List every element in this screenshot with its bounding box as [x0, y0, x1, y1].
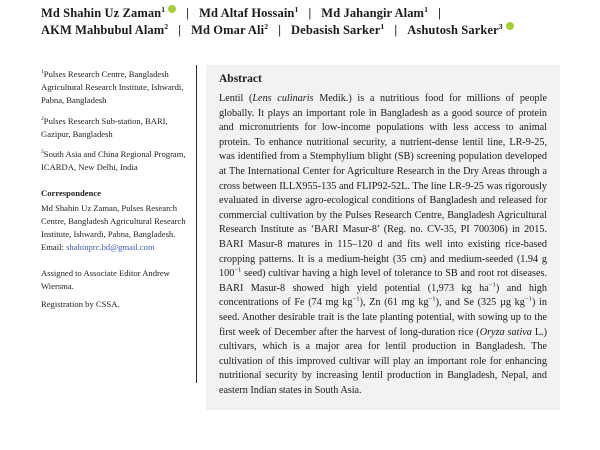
correspondence-address: Md Shahin Uz Zaman, Pulses Research Centre, Bangladesh Agricultural Research Institute, Ishwardi, Pabna, Bangladesh.	[41, 203, 186, 239]
abstract-text	[219, 92, 547, 398]
email-label: Email:	[41, 241, 64, 252]
correspondence-text	[41, 202, 191, 254]
author-unit	[41, 22, 191, 39]
abstract-text-run: ), and Se (325 µg kg	[435, 297, 525, 309]
orcid-icon[interactable]	[506, 22, 514, 30]
author-unit	[41, 5, 199, 22]
abstract-text-run: seed) cultivar having a high level of tolerance to SB and root rot diseases. BARI Masur-8 showed high yield potential (1,973 kg ha	[219, 268, 547, 294]
author-separator: |	[308, 6, 312, 20]
correspondence-heading: Correspondence	[41, 188, 101, 199]
abstract-italic-term: Lens culinaris	[252, 93, 314, 104]
author-affiliation-superscript: 2	[164, 21, 169, 31]
abstract-text-run: Medik.) is a nutritious food for millions of people globally. It plays an important role in Bangladesh as a good source of protein and micronutrients for low-income populations with less access to animal protein. To enhance nutritional security, a nutrient-dense lentil line, LR-9-25, was identified from a Stemphylium blight (SB) screening population developed at The International Center for Agriculture Research in the Dry Areas through a cross between ILLX955-135 and FLIP92-52L. The line LR-9-25 was rigorously evaluated in diverse agro-ecological conditions of Bangladesh and released for commercial cultivation by the Pulses Research Centre, Bangladesh Agricultural Research Institute as ‘BARI Masur-8’ (Reg. no. CV-35, PI 700306) in 2015. BARI Masur-8 matures in 115–120 d and fits well into existing rice-based cropping patterns. It is a medium-height (35 cm) and medium-seeded (1.94 g 100	[219, 93, 547, 280]
author-unit	[321, 5, 451, 22]
author-affiliation-superscript: 3	[498, 21, 503, 31]
abstract-superscript: −1	[234, 266, 242, 274]
editorial-notes	[41, 267, 191, 312]
abstract-text-run: ) in seed. Another desirable trait is the late planting potential, with sowing up to the first week of December after the harvest of long-duration rice (	[219, 297, 547, 338]
affiliation-superscript: 3	[41, 149, 44, 156]
editorial-note: Registration by CSSA.	[41, 299, 120, 310]
author-name: Ashutosh Sarker	[407, 23, 499, 37]
abstract-text-run: Lentil (	[219, 93, 253, 104]
author-name: Md Shahin Uz Zaman	[41, 6, 162, 20]
author-list	[41, 5, 560, 39]
author-name: Md Jahangir Alam	[321, 6, 425, 20]
affiliation: $^2$Pulses Research Sub-station, BARI, Gazipur, Bangladesh	[41, 115, 168, 139]
abstract-text-run: ), Zn (61 mg kg	[359, 297, 429, 309]
author-affiliation-superscript: 1	[294, 4, 299, 14]
author-affiliation-superscript: 1	[424, 4, 429, 14]
abstract-superscript: −1	[524, 295, 532, 303]
author-unit	[291, 22, 407, 39]
author-separator: |	[186, 6, 190, 20]
author-name: AKM Mahbubul Alam	[41, 23, 165, 37]
abstract-superscript: −1	[488, 281, 496, 289]
correspondence-block	[41, 187, 191, 253]
author-separator: |	[178, 23, 182, 37]
author-unit	[191, 22, 291, 39]
abstract-superscript: −1	[428, 295, 436, 303]
abstract-superscript: −1	[352, 295, 360, 303]
affiliation-superscript: 1	[41, 69, 44, 76]
abstract-text-run: L.) cultivars, which is a major area for lentil production in Bangladesh. The cultivation of this improved cultivar will play an important role for enhancing nutritional security by increasing lentil production in Bangladesh, Nepal, and eastern Indian states in South Asia.	[219, 326, 547, 396]
abstract-text-run: ) and high concentrations of Fe (74 mg kg	[219, 282, 547, 309]
affiliation-superscript: 2	[41, 115, 44, 122]
content-columns	[41, 65, 560, 410]
editorial-note: Assigned to Associate Editor Andrew Wiersma.	[41, 267, 170, 291]
author-separator: |	[394, 23, 398, 37]
affiliation: $^1$Pulses Research Centre, Bangladesh Agricultural Research Institute, Ishwardi, Pabna, Bangladesh	[41, 69, 184, 105]
affiliation-list	[41, 68, 191, 174]
author-name: Debasish Sarker	[291, 23, 381, 37]
author-separator: |	[278, 23, 282, 37]
author-unit	[407, 22, 513, 39]
sidebar	[41, 65, 191, 311]
author-affiliation-superscript: 1	[380, 21, 385, 31]
author-name: Md Altaf Hossain	[199, 6, 295, 20]
author-name: Md Omar Ali	[191, 23, 265, 37]
abstract-box	[206, 65, 560, 410]
abstract-heading: Abstract	[219, 73, 262, 85]
abstract-italic-term: Oryza sativa	[479, 326, 532, 338]
author-affiliation-superscript: 1	[161, 4, 166, 14]
author-unit	[199, 5, 321, 22]
vertical-divider	[196, 65, 197, 383]
email-link[interactable]: shahinprc.bd@gmail.com	[66, 241, 155, 252]
affiliation: $^3$South Asia and China Regional Program, ICARDA, New Delhi, India	[41, 149, 186, 173]
author-affiliation-superscript: 2	[264, 21, 269, 31]
author-separator: |	[438, 6, 441, 20]
